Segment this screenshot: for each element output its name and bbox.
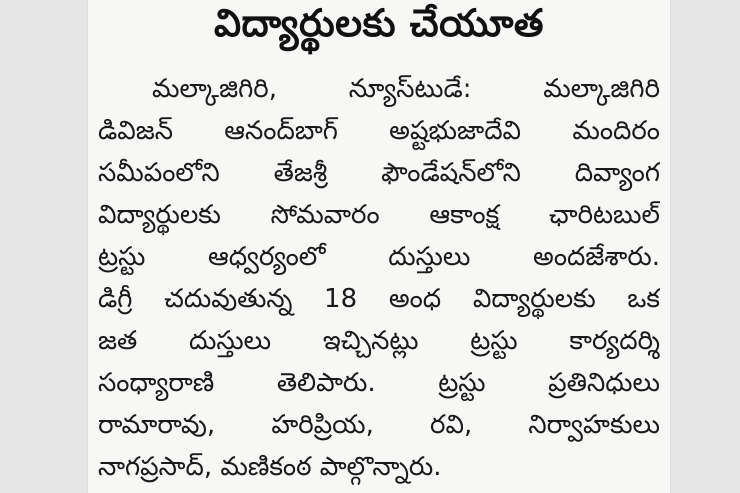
- article-body: [98, 68, 660, 488]
- article-headline: విద్యార్థులకు చేయూత: [214, 1, 544, 45]
- article-line-6: డిగ్రీ చదువుతున్న 18 అంధ విద్యార్థులకు ఒక: [98, 284, 660, 314]
- article-line-4: విద్యార్థులకు సోమవారం ఆకాంక్ష ఛారిటబుల్: [98, 200, 660, 230]
- article-line-7: జత దుస్తులు ఇచ్చినట్లు ట్రస్టు కార్యదర్శి: [98, 326, 660, 356]
- article-line-9: రామారావు, హరిప్రియ, రవి, నిర్వాహకులు: [98, 410, 660, 440]
- article-line-2: డివిజన్ ఆనంద్‌బాగ్ అష్టభుజాదేవి మందిరం: [98, 116, 660, 146]
- article-line-10: నాగప్రసాద్, మణికంఠ పాల్గొన్నారు.: [98, 452, 442, 482]
- article-line-5: ట్రస్టు ఆధ్వర్యంలో దుస్తులు అందజేశారు.: [98, 242, 660, 272]
- article-line-1: మల్కాజిగిరి, న్యూస్‌టుడే: మల్కాజిగిరి: [152, 74, 660, 104]
- article-line-8: సంధ్యారాణి తెలిపారు. ట్రస్టు ప్రతినిధులు: [98, 368, 660, 398]
- article-line-3: సమీపంలోని తేజశ్రీ ఫౌండేషన్‌లోని దివ్యాంగ: [98, 158, 660, 188]
- newspaper-clipping: [88, 0, 670, 493]
